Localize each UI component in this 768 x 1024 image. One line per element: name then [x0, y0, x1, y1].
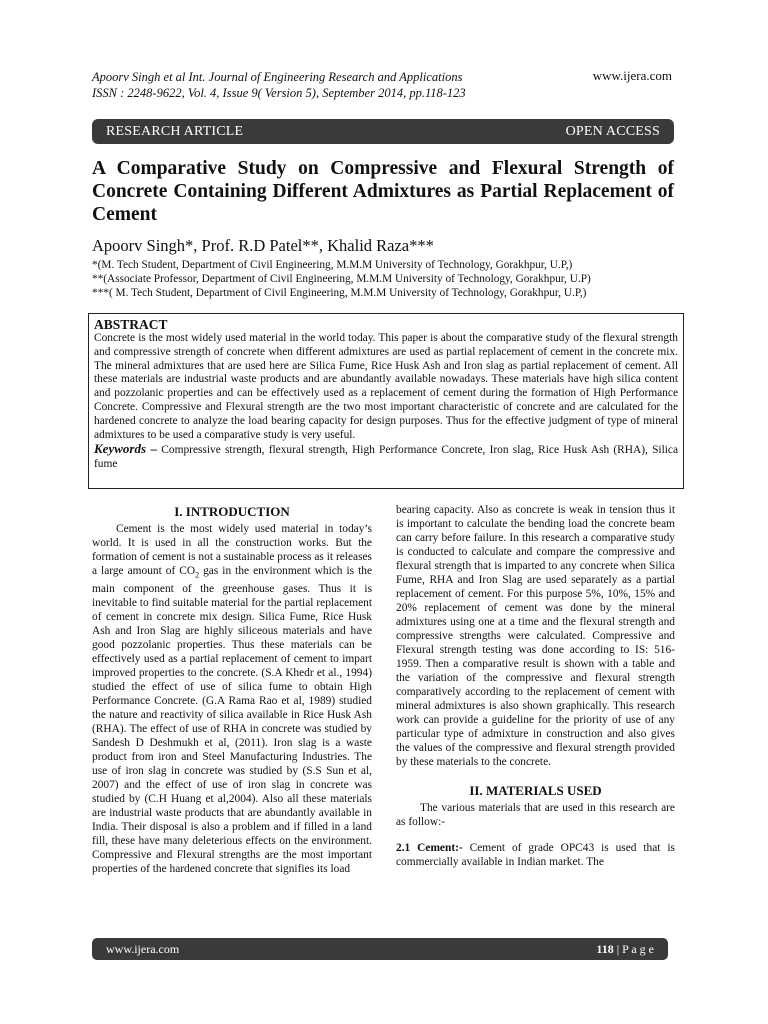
abstract-box — [88, 313, 684, 489]
introduction-paragraph-continued: bearing capacity. Also as concrete is weak in tension thus it is important to calculate the bending load the concrete beam can carry before failure. In this research a comparative study is conducted to calculate and compare the compressive and flexural strength that is imparted to any concrete when Silica Fume, RHA and Iron Slag are used separately as a partial replacement of cement. For this purpose 5%, 10%, 15% and 20% replacement of cement was done by the mineral admixtures using one at a time and the flexural strength and compressive strengths were calculated. Compressive and Flexural strength testing was done according to IS: 516-1959. Then a comparative result is shown with a table and the variation of the compressive and flexural strength comparatively according to the replacement of cement with mineral admixtures is also shown graphically. This research work can provide a guideline for the priority of use of any particular type of admixture in construction and also gives the values of the compressive and flexural strength provided by these materials to the concrete. — [396, 504, 675, 768]
affiliation-3: ***( M. Tech Student, Department of Civil Engineering, M.M.M University of Technology, Gorakhpur, U.P,) — [92, 286, 587, 299]
keywords-text: Compressive strength, flexural strength, High Performance Concrete, Iron slag, Rice Husk Ash (RHA), Silica fume — [94, 444, 679, 471]
co2-subscript: 2 — [195, 570, 200, 580]
page-footer — [92, 938, 668, 960]
author-list: Apoorv Singh*, Prof. R.D Patel**, Khalid Raza*** — [92, 236, 434, 255]
footer-website-link[interactable]: www.ijera.com — [106, 941, 180, 956]
affiliations — [92, 259, 591, 300]
abstract-heading: ABSTRACT — [94, 317, 168, 332]
page-label: | P a g e — [613, 941, 654, 956]
section-heading-materials-used: II. MATERIALS USED — [469, 783, 602, 798]
intro-text-part-2: gas in the environment which is the main component of the greenhouse gases. Thus it is inevitable to find suitable material for the partial replacement of cement in concrete mix design. Silica Fume, Rice Husk Ash and Iron Slag are highly siliceous materials and have good pozzolanic properties. Thus these materials can be effectively used as a partial replacement of cement to impart improved properties to the concrete. (S.A Khedr et al., 1994) studied the effect of use of silica fume to obtain High Performance Concrete. (G.A Rama Rao et al, 1989) studied the nature and reactivity of silica available in Rice Husk Ash (RHA). The effect of use of RHA in concrete was studied by Sandesh D Deshmukh et al, (2011). Iron slag is a waste product from iron and Steel Manufacturing Industries. The use of iron slag in concrete was studied by (S.S Sun et al, 2007) and the effect of use of iron slag in concrete was studied by (C.H Huang et al,2004). Also all these materials are industrial waste products that are abundantly available in India. Their disposal is also a problem and if filled in a land fill, these have many deleterious effects on the environment. Compressive and Flexural strengths are the most important properties of the hardened concrete that signifies its load — [92, 565, 372, 876]
right-column — [396, 503, 675, 869]
left-column — [92, 504, 372, 876]
paper-title: A Comparative Study on Compressive and Flexural Strength of Concrete Containing Different Admixtures as Partial Replacement of Cement — [92, 158, 674, 225]
affiliation-1: *(M. Tech Student, Department of Civil Engineering, M.M.M University of Technology, Gorakhpur, U.P,) — [92, 259, 573, 271]
page-number — [596, 942, 654, 957]
journal-citation — [92, 69, 466, 101]
intro-text-part-1: Cement is the most widely used material in today’s world. It is used in all the construction works. But the formation of cement is not a sustainable process as it releases a large amount of CO — [92, 523, 372, 577]
cement-paragraph — [396, 841, 675, 869]
affiliation-2: **(Associate Professor, Department of Civil Engineering, M.M.M University of Technology, Gorakhpur, U.P) — [92, 272, 591, 285]
introduction-paragraph — [92, 522, 372, 876]
journal-line-1: Apoorv Singh et al Int. Journal of Engineering Research and Applications — [92, 70, 463, 84]
research-article-label: RESEARCH ARTICLE — [106, 123, 244, 139]
cement-text: Cement of grade OPC43 is used that is commercially available in Indian market. The — [396, 842, 675, 868]
section-heading-introduction: I. INTRODUCTION — [174, 504, 290, 519]
page-number-value: 118 — [596, 941, 614, 956]
keywords — [94, 442, 678, 472]
open-access-label: OPEN ACCESS — [565, 123, 660, 139]
abstract-text: Concrete is the most widely used material in the world today. This paper is about the comparative study of the flexural strength and compressive strength of concrete when different admixtures are used as partial replacement of cement in the concrete mix. The mineral admixtures that are used here are Silica Fume, Rice Husk Ash and Iron slag as partial replacement of cement. All these materials are industrial waste products and are abundantly available nowadays. These materials have high silica content and pozzolanic properties and can be effectively used as a replacement of cement during the formation of High Performance Concrete. Compressive and Flexural strength are the two most important characteristic of concrete and are calculated for the hardened concrete to analyze the load bearing capacity for design purposes. Thus for the effective judgment of type of mineral admixtures to be used a comparative study is very useful. — [94, 332, 678, 441]
article-type-banner — [92, 119, 674, 144]
materials-intro-paragraph: The various materials that are used in this research are as follow:- — [396, 802, 675, 828]
header-website-link[interactable]: www.ijera.com — [592, 68, 672, 83]
cement-subheading: 2.1 Cement:- — [396, 842, 463, 854]
journal-line-2: ISSN : 2248-9622, Vol. 4, Issue 9( Version 5), September 2014, pp.118-123 — [92, 86, 466, 100]
keywords-label: Keywords – — [94, 441, 158, 457]
